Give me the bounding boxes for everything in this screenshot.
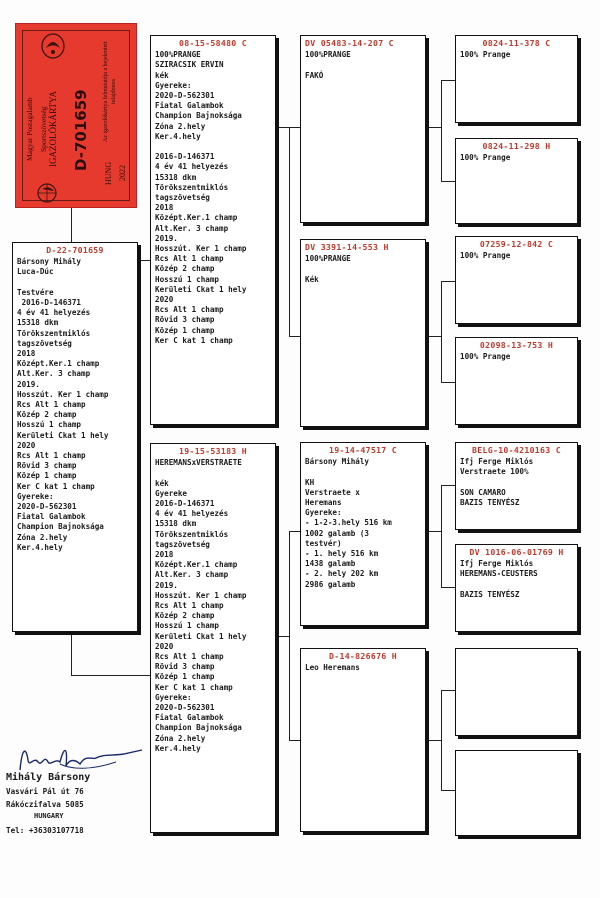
detail-line: Kerületi Ckat 1 hely — [155, 284, 247, 294]
detail-line: - 2. hely 202 km — [305, 569, 379, 579]
detail-line: 100%PRANGE — [305, 50, 351, 60]
detail-line: Verstraete 100% — [460, 467, 529, 477]
detail-line: SZIRACSIK ERVIN — [155, 60, 224, 70]
detail-line — [155, 468, 271, 478]
detail-line: Rcs Alt 1 champ — [155, 254, 224, 264]
ring-number: 19-15-53183 H — [179, 446, 247, 456]
detail-line — [460, 580, 573, 590]
detail-line: tagszövetség — [155, 539, 210, 549]
detail-line: 100%PRANGE — [155, 50, 201, 60]
pedigree-box-dam-sire — [300, 442, 426, 626]
connector — [441, 80, 455, 81]
detail-line: 2020 — [17, 440, 36, 450]
detail-line: Közép 2 champ — [17, 410, 77, 420]
card-number-text: D-701659 — [72, 89, 90, 171]
pedigree-box-sds — [455, 236, 578, 324]
pedigree-box-main — [12, 242, 138, 632]
pedigree-box-sss — [455, 35, 578, 123]
detail-line: Ker.4.hely — [17, 542, 63, 552]
connector — [426, 740, 442, 741]
detail-line — [305, 60, 421, 70]
bird-details — [460, 457, 573, 508]
detail-line: 2019. — [17, 379, 40, 389]
detail-line: Rcs Alt 1 champ — [155, 652, 224, 662]
connector — [276, 636, 290, 637]
connector — [441, 181, 455, 182]
detail-line: Fiatal Galambok — [155, 713, 224, 723]
globe-pigeon-icon — [34, 182, 60, 204]
detail-line: 2016-D-146371 — [17, 298, 82, 308]
detail-line: tagszövetség — [155, 193, 210, 203]
detail-line: 15318 dkm — [155, 519, 197, 529]
detail-line: 2018 — [17, 349, 36, 359]
detail-line: Közép 1 champ — [17, 471, 77, 481]
detail-line: Ifj Ferge Miklós — [460, 457, 534, 467]
id-card — [15, 23, 137, 208]
ring-number: 0824-11-378 C — [482, 38, 551, 48]
pedigree-box-ddd — [455, 750, 578, 836]
detail-line: 1438 galamb — [305, 559, 356, 569]
detail-line: kék — [155, 478, 169, 488]
detail-line — [305, 264, 421, 274]
detail-line: Középt.Ker.1 champ — [155, 213, 238, 223]
connector — [71, 632, 72, 676]
detail-line: Közép 2 champ — [155, 611, 215, 621]
bird-details — [460, 559, 573, 600]
bird-details — [155, 458, 271, 754]
detail-line: Ker.4.hely — [155, 743, 201, 753]
detail-line: Fiatal Galambok — [17, 512, 86, 522]
connector — [71, 208, 72, 242]
connector — [441, 790, 455, 791]
pedigree-box-dss — [455, 442, 578, 530]
bird-details — [460, 251, 573, 261]
detail-line: Rövid 3 champ — [155, 662, 215, 672]
owner-address: Vasvári Pál út 76 — [6, 787, 84, 796]
detail-line: 2020 — [155, 295, 174, 305]
card-note-text: Az igazolókártya felmutatója a bejelentett tulajdonos — [103, 41, 117, 142]
owner-city: Rákóczifalva 5085 — [6, 800, 84, 809]
pedigree-box-dsd — [455, 544, 578, 632]
detail-line: Rövid 3 champ — [155, 315, 215, 325]
detail-line: Törökszentmiklós — [155, 529, 229, 539]
detail-line: Hosszút. Ker 1 champ — [155, 590, 247, 600]
detail-line: 2020-D-562301 — [17, 502, 77, 512]
detail-line: Hosszút. Ker 1 champ — [155, 244, 247, 254]
detail-line: 2018 — [155, 203, 174, 213]
detail-line: HEREMANSxVERSTRAETE — [155, 458, 242, 468]
detail-line: Rcs Alt 1 champ — [155, 305, 224, 315]
detail-line: BAZIS TENYÉSZ — [460, 498, 520, 508]
detail-line: Alt.Ker. 3 champ — [155, 223, 229, 233]
pedigree-box-dam — [150, 443, 276, 833]
ring-number: 0824-11-298 H — [482, 141, 551, 151]
card-year-text: 2022 — [118, 165, 127, 181]
bird-details — [305, 457, 421, 590]
detail-line: Rcs Alt 1 champ — [17, 451, 86, 461]
connector — [426, 127, 442, 128]
ring-number: 02098-13-753 H — [479, 340, 554, 350]
detail-line: Leo Heremans — [305, 663, 360, 673]
detail-line: Gyereke — [155, 488, 188, 498]
detail-line: Luca-Dúc — [17, 267, 54, 277]
pedigree-box-sdd — [455, 337, 578, 425]
detail-line: Heremans — [305, 498, 342, 508]
connector — [137, 260, 151, 261]
ring-number: BELG-10-4210163 C — [472, 445, 561, 455]
detail-line: HEREMANS-CEUSTERS — [460, 569, 538, 579]
detail-line: 2020-D-562301 — [155, 703, 215, 713]
detail-line: Zóna 2.hely — [17, 532, 68, 542]
connector — [426, 531, 442, 532]
connector — [71, 675, 151, 676]
detail-line: Fiatal Galambok — [155, 101, 224, 111]
detail-line: 2016-D-146371 — [155, 499, 215, 509]
bird-details — [155, 50, 271, 346]
detail-line: 4 év 41 helyezés — [155, 509, 229, 519]
detail-line: 1002 galamb (3 — [305, 528, 370, 538]
pedigree-box-dds — [455, 648, 578, 736]
owner-country: HUNGARY — [34, 812, 64, 820]
ring-number: D-22-701659 — [46, 245, 104, 255]
pedigree-box-sire — [150, 35, 276, 425]
connector — [289, 127, 290, 337]
bird-details — [305, 663, 421, 673]
detail-line — [460, 478, 573, 488]
connector — [441, 80, 442, 182]
connector — [441, 382, 455, 383]
detail-line: 100% Prange — [460, 251, 511, 261]
detail-line: Ker C kat 1 champ — [17, 481, 95, 491]
detail-line: Testvére — [17, 287, 54, 297]
bird-details — [460, 352, 573, 362]
connector — [441, 281, 455, 282]
detail-line: 100% Prange — [460, 153, 511, 163]
connector — [441, 281, 442, 383]
detail-line: Gyereke: — [155, 80, 192, 90]
detail-line: 100%PRANGE — [305, 254, 351, 264]
detail-line: Ker.4.hely — [155, 131, 201, 141]
connector — [441, 485, 442, 588]
card-org-text: Magyar Postagalamb Sportszövetség — [25, 97, 48, 161]
detail-line — [155, 142, 271, 152]
detail-line: Rövid 3 champ — [17, 461, 77, 471]
detail-line: FAKÓ — [305, 70, 324, 80]
detail-line: SON CAMARO — [460, 487, 506, 497]
bird-details — [305, 254, 421, 285]
detail-line — [305, 467, 421, 477]
bird-details — [17, 257, 133, 553]
detail-line: Hosszú 1 champ — [17, 420, 82, 430]
detail-line: Hosszút. Ker 1 champ — [17, 389, 109, 399]
detail-line: Gyereke: — [305, 508, 342, 518]
card-country-text: HUNG — [104, 161, 113, 185]
detail-line: - 1-2-3.hely 516 km — [305, 518, 392, 528]
detail-line: 2018 — [155, 550, 174, 560]
detail-line: Közép 1 champ — [155, 672, 215, 682]
ring-number: 07259-12-842 C — [479, 239, 554, 249]
detail-line: Zóna 2.hely — [155, 733, 206, 743]
detail-line: 4 év 41 helyezés — [155, 162, 229, 172]
detail-line: 15318 dkm — [17, 318, 59, 328]
pedigree-box-ssd — [455, 138, 578, 224]
ring-number: 08-15-58480 C — [179, 38, 247, 48]
detail-line: 2019. — [155, 233, 178, 243]
detail-line: 2020 — [155, 641, 174, 651]
ring-number: DV 3391-14-553 H — [305, 242, 389, 252]
detail-line: Rcs Alt 1 champ — [17, 400, 86, 410]
pedigree-box-sire-dam — [300, 239, 426, 427]
detail-line: Verstraete x — [305, 487, 360, 497]
detail-line: KH — [305, 477, 315, 487]
ring-number: DV 1016-06-01769 H — [469, 547, 564, 557]
detail-line: Ker C kat 1 champ — [155, 335, 233, 345]
detail-line: Középt.Ker.1 champ — [17, 359, 100, 369]
detail-line: BAZIS TENYÉSZ — [460, 589, 520, 599]
detail-line: 2019. — [155, 580, 178, 590]
bird-details — [460, 50, 573, 60]
connector — [441, 587, 455, 588]
detail-line: Törökszentmiklós — [17, 328, 91, 338]
connector — [426, 336, 442, 337]
pedigree-box-sire-sire — [300, 35, 426, 223]
detail-line: Közép 2 champ — [155, 264, 215, 274]
detail-line: Ifj Ferge Miklós — [460, 559, 534, 569]
detail-line: Champion Bajnoksága — [155, 723, 242, 733]
detail-line: Alt.Ker. 3 champ — [155, 570, 229, 580]
detail-line: 2986 galamb — [305, 579, 356, 589]
detail-line: Kerületi Ckat 1 hely — [17, 430, 109, 440]
detail-line: 100% Prange — [460, 352, 511, 362]
detail-line: testvér) — [305, 538, 342, 548]
detail-line: Champion Bajnoksága — [17, 522, 104, 532]
bird-details — [460, 153, 573, 163]
connector — [441, 690, 455, 691]
detail-line: 100% Prange — [460, 50, 511, 60]
detail-line: kék — [155, 70, 169, 80]
owner-phone: Tel: +36303107718 — [6, 826, 84, 835]
detail-line: Kerületi Ckat 1 hely — [155, 631, 247, 641]
pedigree-box-dam-dam — [300, 648, 426, 832]
detail-line: 2020-D-562301 — [155, 91, 215, 101]
owner-name: Mihály Bársony — [6, 772, 91, 783]
connector — [441, 485, 455, 486]
detail-line: Közép 1 champ — [155, 325, 215, 335]
detail-line: Gyereke: — [155, 692, 192, 702]
ring-number: 19-14-47517 C — [329, 445, 397, 455]
ring-number: D-14-826676 H — [329, 651, 397, 661]
detail-line: - 1. hely 516 km — [305, 549, 379, 559]
detail-line: Bársony Mihály — [305, 457, 370, 467]
detail-line: Kék — [305, 274, 319, 284]
detail-line: Gyereke: — [17, 491, 54, 501]
detail-line: Zóna 2.hely — [155, 121, 206, 131]
bird-details — [305, 50, 421, 81]
detail-line: tagszövetség — [17, 338, 72, 348]
detail-line: Rcs Alt 1 champ — [155, 601, 224, 611]
detail-line: Champion Bajnoksága — [155, 111, 242, 121]
detail-line: Hosszú 1 champ — [155, 621, 220, 631]
detail-line: Törökszentmiklós — [155, 182, 229, 192]
detail-line: Középt.Ker.1 champ — [155, 560, 238, 570]
detail-line: 2016-D-146371 — [155, 152, 215, 162]
connector — [441, 690, 442, 791]
connector — [289, 531, 290, 741]
detail-line: 15318 dkm — [155, 172, 197, 182]
detail-line: Alt.Ker. 3 champ — [17, 369, 91, 379]
card-type-text: IGAZOLÓKÁRTYA — [48, 91, 58, 167]
detail-line — [17, 278, 133, 288]
detail-line: 4 év 41 helyezés — [17, 308, 91, 318]
detail-line: Bársony Mihály — [17, 257, 82, 267]
connector — [276, 127, 290, 128]
federation-emblem-icon — [40, 32, 66, 60]
ring-number: DV 05483-14-207 C — [305, 38, 394, 48]
detail-line: Ker C kat 1 champ — [155, 682, 233, 692]
detail-line: Hosszú 1 champ — [155, 274, 220, 284]
